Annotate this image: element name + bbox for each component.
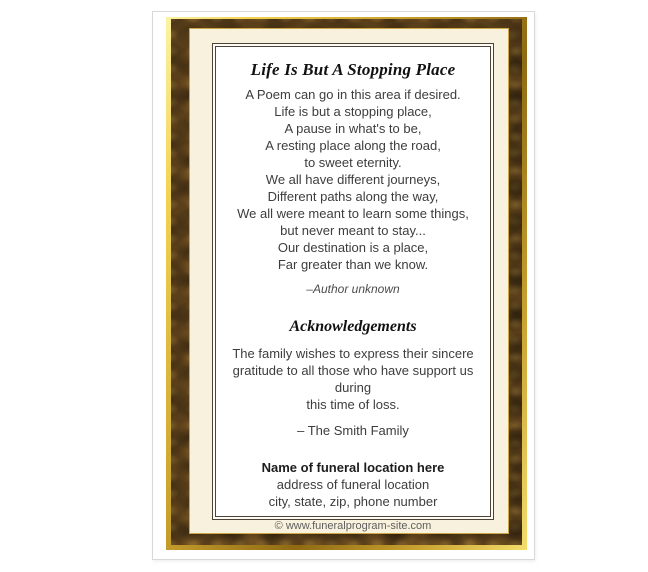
program-card [152,11,535,560]
poem-line: Far greater than we know. [277,257,429,272]
acknowledgements-body [222,345,484,413]
content-border-outer [212,43,494,532]
poem-line: A resting place along the road, [265,138,441,153]
poem-line: Our destination is a place, [277,240,429,255]
poem-body [222,86,484,273]
frame-mat [190,29,508,533]
funeral-location-address: address of funeral location [276,477,430,492]
poem-title: Life Is But A Stopping Place [250,60,456,79]
content-border-inner [215,46,491,532]
poem-line: We all have different journeys, [265,172,441,187]
program-content [216,47,490,532]
frame-gold-edge [166,17,527,550]
copyright-notice: © www.funeralprogram-site.com [274,520,432,532]
poem-line: We all were meant to learn some things, [237,206,469,221]
funeral-location-name: Name of funeral location here [261,460,445,475]
poem-line: to sweet eternity. [304,155,402,170]
poem-line: but never meant to stay... [280,223,426,238]
poem-line: A Poem can go in this area if desired. [245,87,461,102]
poem-attribution: –Author unknown [306,282,400,296]
acknowledgements-line: this time of loss. [306,397,400,412]
frame-brown-border [171,19,522,545]
acknowledgements-line: gratitude to all those who have support us during [232,363,474,395]
funeral-location-city: city, state, zip, phone number [268,494,438,509]
family-signature: – The Smith Family [297,423,409,438]
poem-line: A pause in what's to be, [284,121,422,136]
acknowledgements-line: The family wishes to express their sincere [232,346,474,361]
acknowledgements-title: Acknowledgements [289,318,417,335]
poem-line: Different paths along the way, [267,189,439,204]
funeral-location-block [222,459,484,510]
poem-line: Life is but a stopping place, [274,104,432,119]
